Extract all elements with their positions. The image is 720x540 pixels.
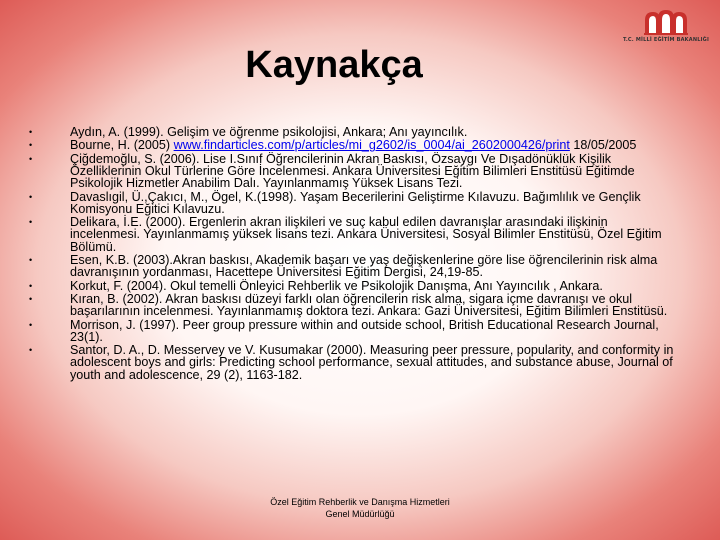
footer-line: Genel Müdürlüğü <box>325 509 395 519</box>
bullet: • <box>29 140 33 151</box>
reference-item <box>0 153 720 190</box>
reference-item <box>0 344 720 381</box>
reference-text: Esen, K.B. (2003).Akran baskısı, Akademik başarı ve yaş değişkenlerine göre lise öğrencilerinin risk alma davranışının yordanması, Hacettepe Üniversitesi Eğitim Dergisi, 24,19-85. <box>70 252 658 280</box>
reference-text: Delikara, İ.E. (2000). Ergenlerin akran ilişkileri ve suç kabul edilen davranışlar arasındaki ilişkinin incelenmesi. Yayınlanmamış yüksek lisans tezi. Ankara Üniversitesi, Sosyal Bilimler Enstitüsü, Özel Eğitim Bölümü. <box>70 215 662 254</box>
bullet: • <box>29 280 33 291</box>
bullet: • <box>29 345 33 356</box>
bullet: • <box>29 217 33 228</box>
slide-title: Kaynakça <box>245 44 423 86</box>
reference-text: Korkut, F. (2004). Okul temelli Önleyici Rehberlik ve Psikolojik Danışma, Anı Yayıncılık , Ankara. <box>70 278 603 293</box>
reference-list <box>0 126 720 382</box>
bullet: • <box>29 191 33 202</box>
footer <box>0 496 720 520</box>
ministry-logo <box>618 4 714 48</box>
reference-text: Morrison, J. (1997). Peer group pressure within and outside school, British Educational Research Journal, 23(1). <box>70 317 659 344</box>
bullet: • <box>29 293 33 304</box>
reference-text: Aydın, A. (1999). Gelişim ve öğrenme psikolojisi, Ankara; Anı yayıncılık. <box>70 125 468 139</box>
ministry-logo-icon <box>642 8 690 36</box>
reference-item <box>0 126 720 138</box>
reference-text: Çiğdemoğlu, S. (2006). Lise I.Sınıf Öğrencilerinin Akran Baskısı, Özsaygı Ve Dışadönüklük Kişilik Özelliklerinin Okul Türlerine Göre İncelenmesi. Ankara Üniversitesi Eğitim Bilimleri Enstitüsü Eğitimde Psikolojik Hizmetler Anabilim Dalı. Yayınlanmamış Yüksek Lisans Tezi. <box>70 151 635 191</box>
bullet: • <box>29 254 33 265</box>
reference-item <box>0 216 720 253</box>
reference-text: Davaslıgil, Ü.,Çakıcı, M., Ögel, K.(1998). Yaşam Becerilerini Geliştirme Kılavuzu. Bağımlılık ve Gençlik Komisyonu Eğitici Kılavuzu. <box>70 189 641 216</box>
bullet: • <box>29 153 33 164</box>
reference-link[interactable]: www.findarticles.com/p/articles/mi_g2602/is_0004/ai_2602000426/print <box>173 138 570 153</box>
reference-text: Kıran, B. (2002). Akran baskısı düzeyi farklı olan öğrencilerin risk alma, sigara içme davranışı ve okul başarılarının incelenmesi. Yayınlanmamış doktora tezi. Ankara: Gazi Üniversitesi, Eğitim Bilimleri Enstitüsü. <box>70 291 668 319</box>
reference-item <box>0 293 720 317</box>
logo-caption: T.C. MİLLİ EĞİTİM BAKANLIĞI <box>622 37 710 43</box>
bullet: • <box>29 319 33 330</box>
bullet: • <box>29 127 33 137</box>
footer-line: Özel Eğitim Rehberlik ve Danışma Hizmetleri <box>270 497 450 507</box>
reference-item <box>0 191 720 215</box>
reference-item <box>0 139 720 151</box>
reference-text: Bourne, H. (2005) <box>70 138 174 153</box>
reference-text: 18/05/2005 <box>569 138 637 153</box>
reference-item <box>0 254 720 278</box>
reference-item <box>0 280 720 292</box>
reference-text: Santor, D. A., D. Messervey ve V. Kusumakar (2000). Measuring peer pressure, popularity, and conformity in adolescent boys and girls: Predicting school performance, sexual attitudes, and substance abuse, Journal of youth and adolescence, 29 (2), 1163-182. <box>70 343 674 382</box>
reference-item <box>0 319 720 343</box>
